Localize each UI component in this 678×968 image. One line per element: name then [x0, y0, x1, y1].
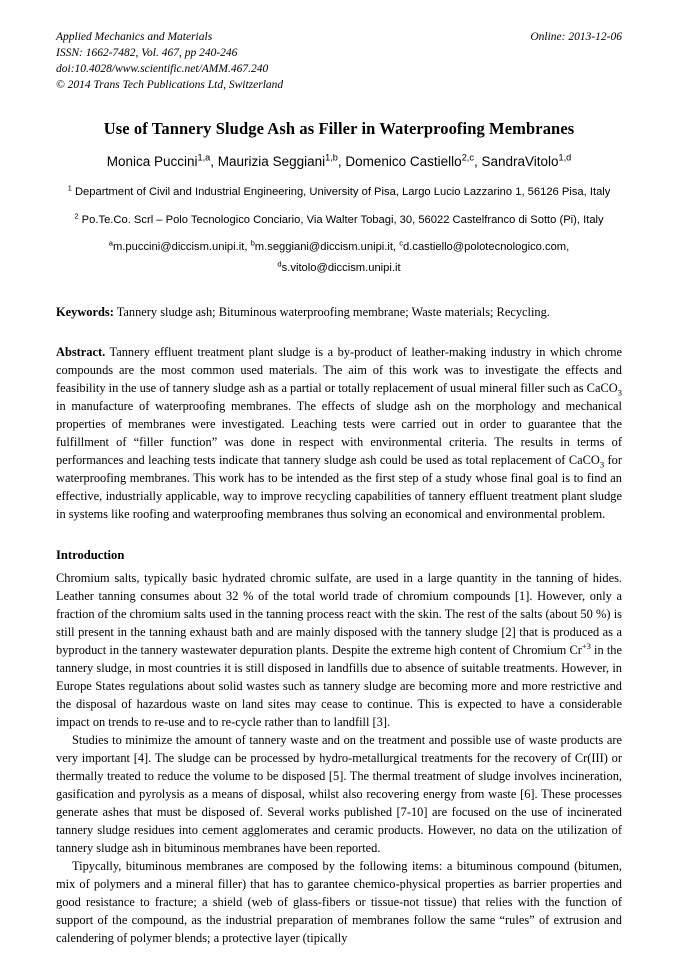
abstract-block [56, 344, 622, 524]
author-list: Monica Puccini$^{1,a}$, Maurizia Seggiani$^{1,b}$, Domenico Castiello$^{2,c}$, SandraVitolo$^{1,d}$ [106, 152, 572, 170]
author-email-last: $^d$s.vitolo@diccism.unipi.it [277, 258, 401, 274]
abstract-text: Tannery effluent treatment plant sludge is a by-product of leather-making industry in which chrome compounds are the most common used materials. The aim of this work was to investigate the effects and feasibility in the use of tannery sludge ash as a partial or totally replacement of usual mineral filler such as CaCO$_3$ in manufacture of waterproofing membranes. The effects of sludge ash on the morphology and mechanical properties of membranes were investigated. Leaching tests were carried out in order to guarantee that the fulfillment of “filler function” was done in respect with environmental criteria. The results in terms of performances and leaching tests indicate that tannery sludge ash could be used as total replacement of CaCO$_3$ for waterproofing membranes. This work has to be intended as the first step of a study whose final goal is to find an effective, industrially applicable, way to improve recycling capabilities of tannery effluent treatment plant sludge in systems like roofing and waterproofing membranes thus solving an economical and environmental problem. [56, 345, 622, 521]
intro-paragraph-2: Studies to minimize the amount of tannery waste and on the treatment and possible use of waste products are very important [4]. The sludge can be processed by hydro-metallurgical treatments for the recovery of Cr(III) or thermally treated to reduce the volume to be disposed [5]. The thermal treatment of sludge involves incineration, gasification and pyrolysis as a means of disposal, whilst also recovering energy from waste [6]. These processes generate ashes that must be disposed of. Several works published [7-10] are focused on the use of incinerated tannery sludge residues into cement agglomerates and ceramic products. However, no data on the utilization of tannery sludge ash in bituminous membranes have been reported. [56, 732, 622, 855]
page-header [56, 30, 622, 93]
header-left-block [56, 30, 283, 93]
issn-line: ISSN: 1662-7482, Vol. 467, pp 240-246 [56, 46, 238, 59]
copyright-line: © 2014 Trans Tech Publications Ltd, Switzerland [56, 78, 284, 91]
intro-paragraph-3: Tipycally, bituminous membranes are composed by the following items: a bituminous compound (bitumen, mix of polymers and a mineral filler) that has to garantee chemico-physical properties as barrier properties and good resistance to fracture; a shield (web of glass-fibers or tissue-not tissue) that relies with the function of support of the compound, as the industrial preparation of membranes follow the same “rules” of extrusion and calendering of polymer blends; a protective layer (tipically [56, 858, 622, 945]
keywords-label: Keywords: [56, 305, 114, 320]
section-heading-introduction: Introduction [56, 547, 125, 562]
keywords-text: Tannery sludge ash; Bituminous waterproofing membrane; Waste materials; Recycling. [116, 305, 550, 320]
affiliation-1: $^1$ Department of Civil and Industrial Engineering, University of Pisa, Largo Lucio Lazzarino 1, 56126 Pisa, Italy [67, 183, 611, 199]
keywords-block [56, 304, 622, 322]
author-emails: $^a$m.puccini@diccism.unipi.it, $^b$m.seggiani@diccism.unipi.it, $^c$d.castiello@polotecnologico.com, [108, 238, 570, 253]
affiliation-2: $^2$ Po.Te.Co. Scrl – Polo Tecnologico Conciario, Via Walter Tobagi, 30, 56022 Castelfranco di Sotto (Pi), Italy [74, 210, 604, 226]
doi-line: doi:10.4028/www.scientific.net/AMM.467.240 [56, 62, 269, 75]
page-title: Use of Tannery Sludge Ash as Filler in Waterproofing Membranes [103, 119, 575, 139]
online-date: Online: 2013-12-06 [530, 31, 622, 43]
intro-paragraph-1: Chromium salts, typically basic hydrated chromic sulfate, are used in a large quantity in the tanning of hides. Leather tanning consumes about 32 % of the total world trade of chromium compounds [1]. However, only a fraction of the chromium salts used in the tanning process react with the skin. The rest of the salts (about 50 %) is still present in the tanning exhaust bath and are mainly disposed with the tannery sludge [2] that is produced as a byproduct in the tannery wastewater depuration plants. Despite the extreme high content of Chromium $Cr^{+3}$ in the tannery sludge, in most countries it is still disposed in landfills due to absence of suitable treatments. However, in Europe States regulations about solid wastes such as tannery sludge are becoming more and more restrictive and the disposal of hazardous waste on land sites may cease to continue. This is expected to have a considerable impact on trends to re-use and to re-cycle rather than to landfill [3]. [56, 570, 622, 729]
journal-name: Applied Mechanics and Materials [56, 31, 213, 43]
abstract-label: Abstract. [56, 345, 106, 359]
